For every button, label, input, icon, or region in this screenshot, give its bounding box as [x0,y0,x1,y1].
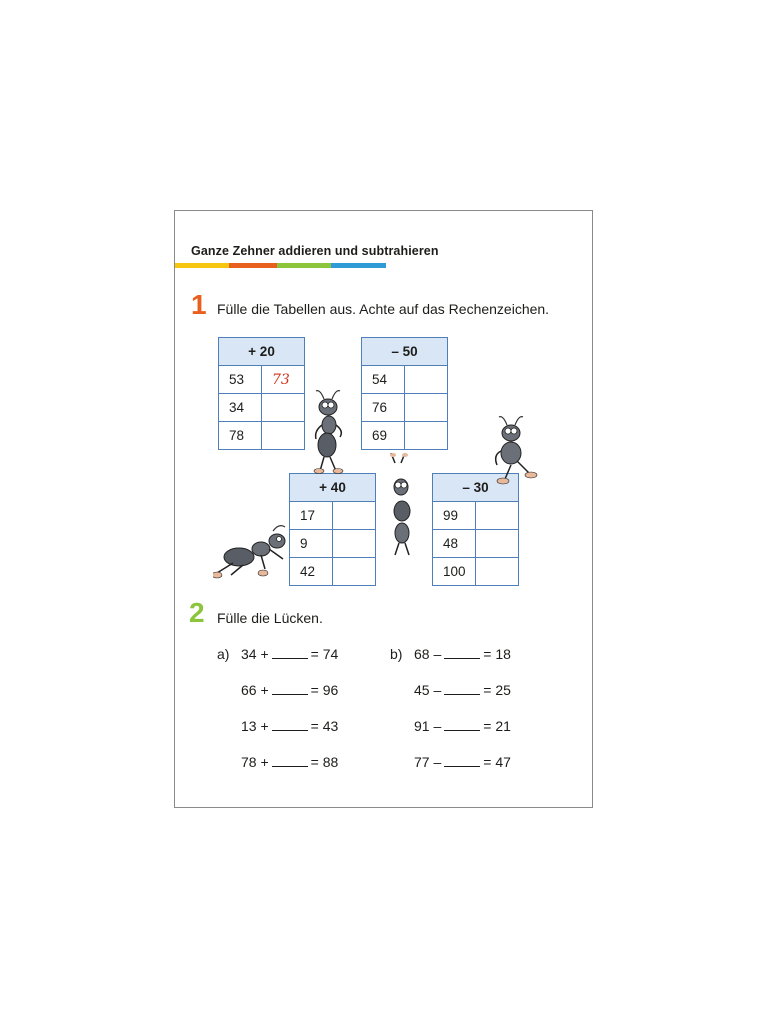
equation-b2 [414,682,511,698]
table-minus-50 [361,337,448,450]
equation-left: 68 – [414,646,442,662]
part-a-label: a) [217,646,230,662]
equation-right: = 88 [310,754,339,770]
equation-a3 [241,718,338,734]
equation-right: = 47 [483,754,511,770]
ant-sitting-illustration [489,415,539,489]
equation-blank[interactable] [272,646,308,659]
ant-hanging-illustration [385,453,419,559]
equation-blank[interactable] [444,718,480,731]
color-stripe-yellow [175,263,229,268]
equation-b4 [414,754,511,770]
table-plus-20 [218,337,305,450]
ant-pushing-illustration [213,521,291,583]
table-cell-input: 54 [362,366,405,394]
equation-left: 77 – [414,754,442,770]
equation-left: 13 + [241,718,269,734]
task-1-instruction: Fülle die Tabellen aus. Achte auf das Rechenzeichen. [217,301,550,317]
task-2-instruction: Fülle die Lücken. [217,610,323,626]
table-cell-answer[interactable] [405,366,448,394]
equation-blank[interactable] [272,682,308,695]
table-cell-input: 69 [362,422,405,450]
table-cell-input: 9 [290,530,333,558]
equation-right: = 74 [310,646,339,662]
color-stripe-green [277,263,331,268]
equation-b1 [414,646,511,662]
table-cell-input: 76 [362,394,405,422]
ant-standing-illustration [310,389,350,475]
table-cell-answer[interactable] [262,394,305,422]
table-cell-input: 53 [219,366,262,394]
equation-a1 [241,646,338,662]
table-cell-answer[interactable] [262,422,305,450]
color-stripe-orange [229,263,277,268]
equation-left: 45 – [414,682,442,698]
equation-right: = 25 [483,682,511,698]
table-cell-answer[interactable] [405,394,448,422]
table-minus-30 [432,473,519,586]
table-cell-answer[interactable]: 73 [262,366,305,394]
equation-right: = 18 [483,646,511,662]
table-cell-input: 48 [433,530,476,558]
table-header: + 20 [219,338,305,366]
table-cell-answer[interactable] [476,502,519,530]
equation-left: 34 + [241,646,269,662]
table-cell-input: 99 [433,502,476,530]
task-2-number: 2 [189,597,205,628]
page-title: Ganze Zehner addieren und subtrahieren [191,244,439,258]
equation-blank[interactable] [272,718,308,731]
table-header: + 40 [290,474,376,502]
table-plus-40 [289,473,376,586]
equation-b3 [414,718,511,734]
table-cell-input: 42 [290,558,333,586]
table-cell-input: 34 [219,394,262,422]
table-cell-answer[interactable] [333,558,376,586]
table-cell-answer[interactable] [476,558,519,586]
equation-left: 91 – [414,718,442,734]
table-header: – 30 [433,474,519,502]
equation-blank[interactable] [272,754,308,767]
table-cell-answer[interactable] [476,530,519,558]
color-stripe-blue [331,263,386,268]
worksheet-page [174,210,593,808]
table-cell-answer[interactable] [333,502,376,530]
table-cell-input: 78 [219,422,262,450]
equation-blank[interactable] [444,682,480,695]
equation-a2 [241,682,338,698]
equation-right: = 21 [483,718,511,734]
equation-blank[interactable] [444,646,480,659]
equation-left: 78 + [241,754,269,770]
equation-right: = 96 [310,682,339,698]
table-cell-answer[interactable] [405,422,448,450]
table-cell-input: 17 [290,502,333,530]
equation-a4 [241,754,338,770]
part-b-label: b) [390,646,403,662]
table-cell-input: 100 [433,558,476,586]
table-header: – 50 [362,338,448,366]
task-1-number: 1 [191,289,207,320]
equation-blank[interactable] [444,754,480,767]
equation-right: = 43 [310,718,339,734]
equation-left: 66 + [241,682,269,698]
table-cell-answer[interactable] [333,530,376,558]
